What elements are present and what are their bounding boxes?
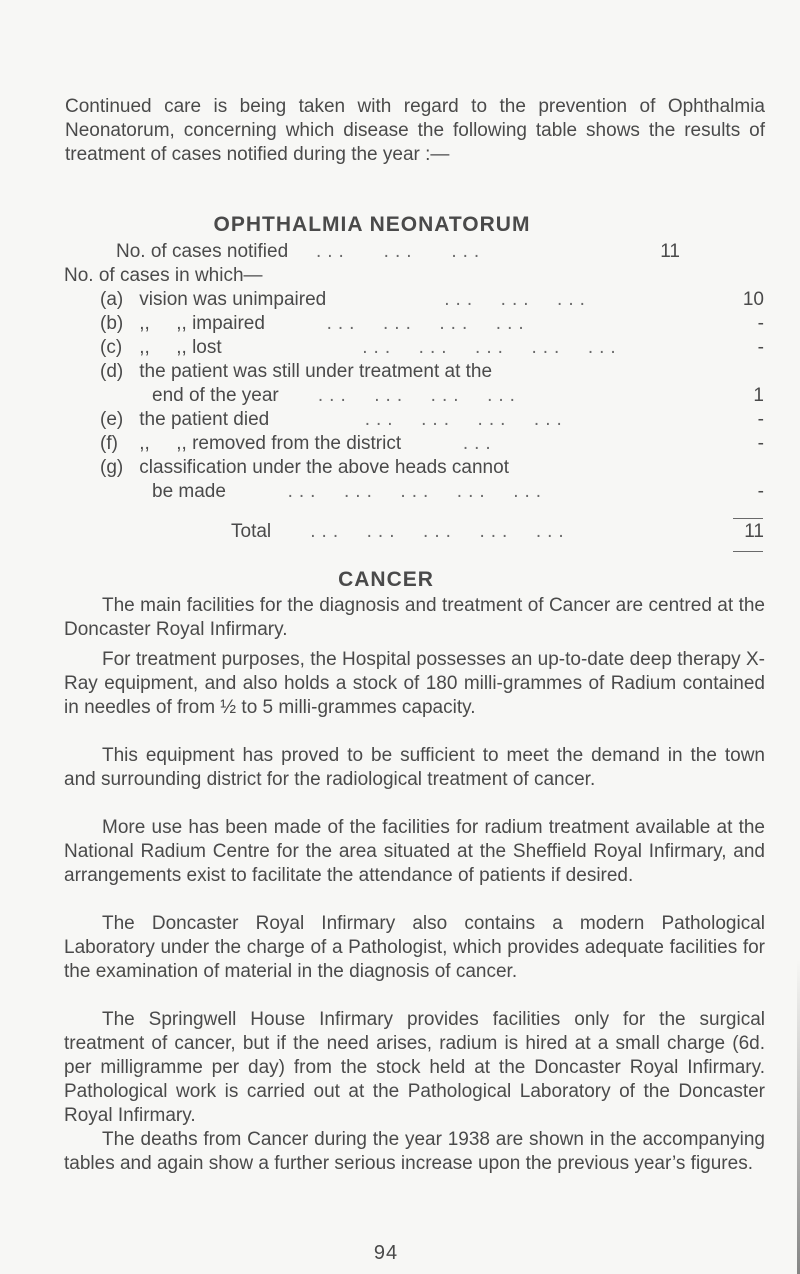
table-row [100, 456, 509, 480]
row-text: the patient was still under treatment at the [139, 361, 493, 382]
row-key: (g) [100, 457, 124, 478]
page-number: 94 [373, 1242, 399, 1264]
notified-label: No. of cases notified [116, 241, 289, 262]
table-row: (b) ,, ,, impaired ... ... ... ... [100, 313, 530, 334]
table-row: (a) vision was unimpaired ... ... ... [100, 289, 591, 310]
cancer-paragraph: The main facilities for the diagnosis and treatment of Cancer are centred at the Doncaster Royal Infirmary. [64, 595, 765, 640]
in-which-row: No. of cases in which— [64, 265, 263, 286]
notified-row [116, 240, 485, 264]
total-rule-bottom [733, 551, 763, 552]
row-text: ,, ,, impaired [139, 313, 265, 334]
row-value: - [757, 313, 764, 334]
row-value: 1 [753, 385, 764, 406]
row-value: 10 [742, 289, 764, 310]
cancer-paragraph: The Springwell House Infirmary provides facilities only for the surgical treatment of cancer, but if the need arises, radium is hired at a small charge (6d. per milligramme per day) from the stock held at the Doncaster Royal Infirmary. Pathological work is carried out at the Pathological Laboratory of the Doncaster Royal Infirmary. [64, 1009, 765, 1126]
row-continuation: end of the year ... ... ... ... [152, 385, 521, 406]
table-row: (c) ,, ,, lost ... ... ... ... ... [100, 337, 622, 358]
cancer-title: CANCER [338, 568, 434, 591]
total-rule-top [733, 518, 763, 519]
table-row [100, 360, 492, 384]
row-key: (c) [100, 337, 123, 358]
cancer-paragraph: This equipment has proved to be sufficient to meet the demand in the town and surrounding district for the radiological treatment of cancer. [64, 745, 765, 790]
row-text: classification under the above heads cannot [139, 457, 509, 478]
row-text: ,, ,, removed from the district [139, 433, 402, 454]
total-label: Total [231, 521, 272, 542]
ophthalmia-title: OPHTHALMIA NEONATORUM [213, 213, 531, 236]
row-text-continued: be made [152, 481, 226, 502]
row-text: ,, ,, lost [139, 337, 222, 358]
cancer-paragraph: For treatment purposes, the Hospital possesses an up-to-date deep therapy X-Ray equipment, and also holds a stock of 180 milli-grammes of Radium contained in needles of from ½ to 5 milli-grammes capacity. [64, 649, 765, 718]
row-key: (d) [100, 361, 124, 382]
row-key: (a) [100, 289, 124, 310]
total-row: Total ... ... ... ... ... [231, 521, 570, 542]
cancer-paragraph: The deaths from Cancer during the year 1938 are shown in the accompanying tables and again show a further serious increase upon the previous year’s figures. [64, 1129, 765, 1174]
row-text: the patient died [139, 409, 270, 430]
row-key: (e) [100, 409, 124, 430]
row-key: (f) [100, 433, 118, 454]
row-value: - [757, 481, 764, 502]
table-row: (e) the patient died ... ... ... ... [100, 409, 568, 430]
cancer-paragraph: More use has been made of the facilities for radium treatment available at the National Radium Centre for the area situated at the Sheffield Royal Infirmary, and arrangements exist to facilitate the attendance of patients if desired. [64, 817, 765, 886]
row-value: - [757, 409, 764, 430]
row-text: vision was unimpaired [139, 289, 327, 310]
row-text-continued: end of the year [152, 385, 279, 406]
row-value: - [757, 337, 764, 358]
row-key: (b) [100, 313, 124, 334]
table-row: (f) ,, ,, removed from the district ... [100, 433, 497, 454]
total-value: 11 [744, 521, 764, 542]
leader-dots: ... ... ... [293, 241, 486, 262]
intro-paragraph: Continued care is being taken with regard to the prevention of Ophthalmia Neonatorum, concerning which disease the following table shows the results of treatment of cases notified during the year :— [65, 96, 765, 165]
notified-value: 11 [660, 241, 680, 262]
row-value: - [757, 433, 764, 454]
row-continuation: be made ... ... ... ... ... [152, 481, 548, 502]
cancer-paragraph: The Doncaster Royal Infirmary also contains a modern Pathological Laboratory under the charge of a Pathologist, which provides adequate facilities for the examination of material in the diagnosis of cancer. [64, 913, 765, 982]
